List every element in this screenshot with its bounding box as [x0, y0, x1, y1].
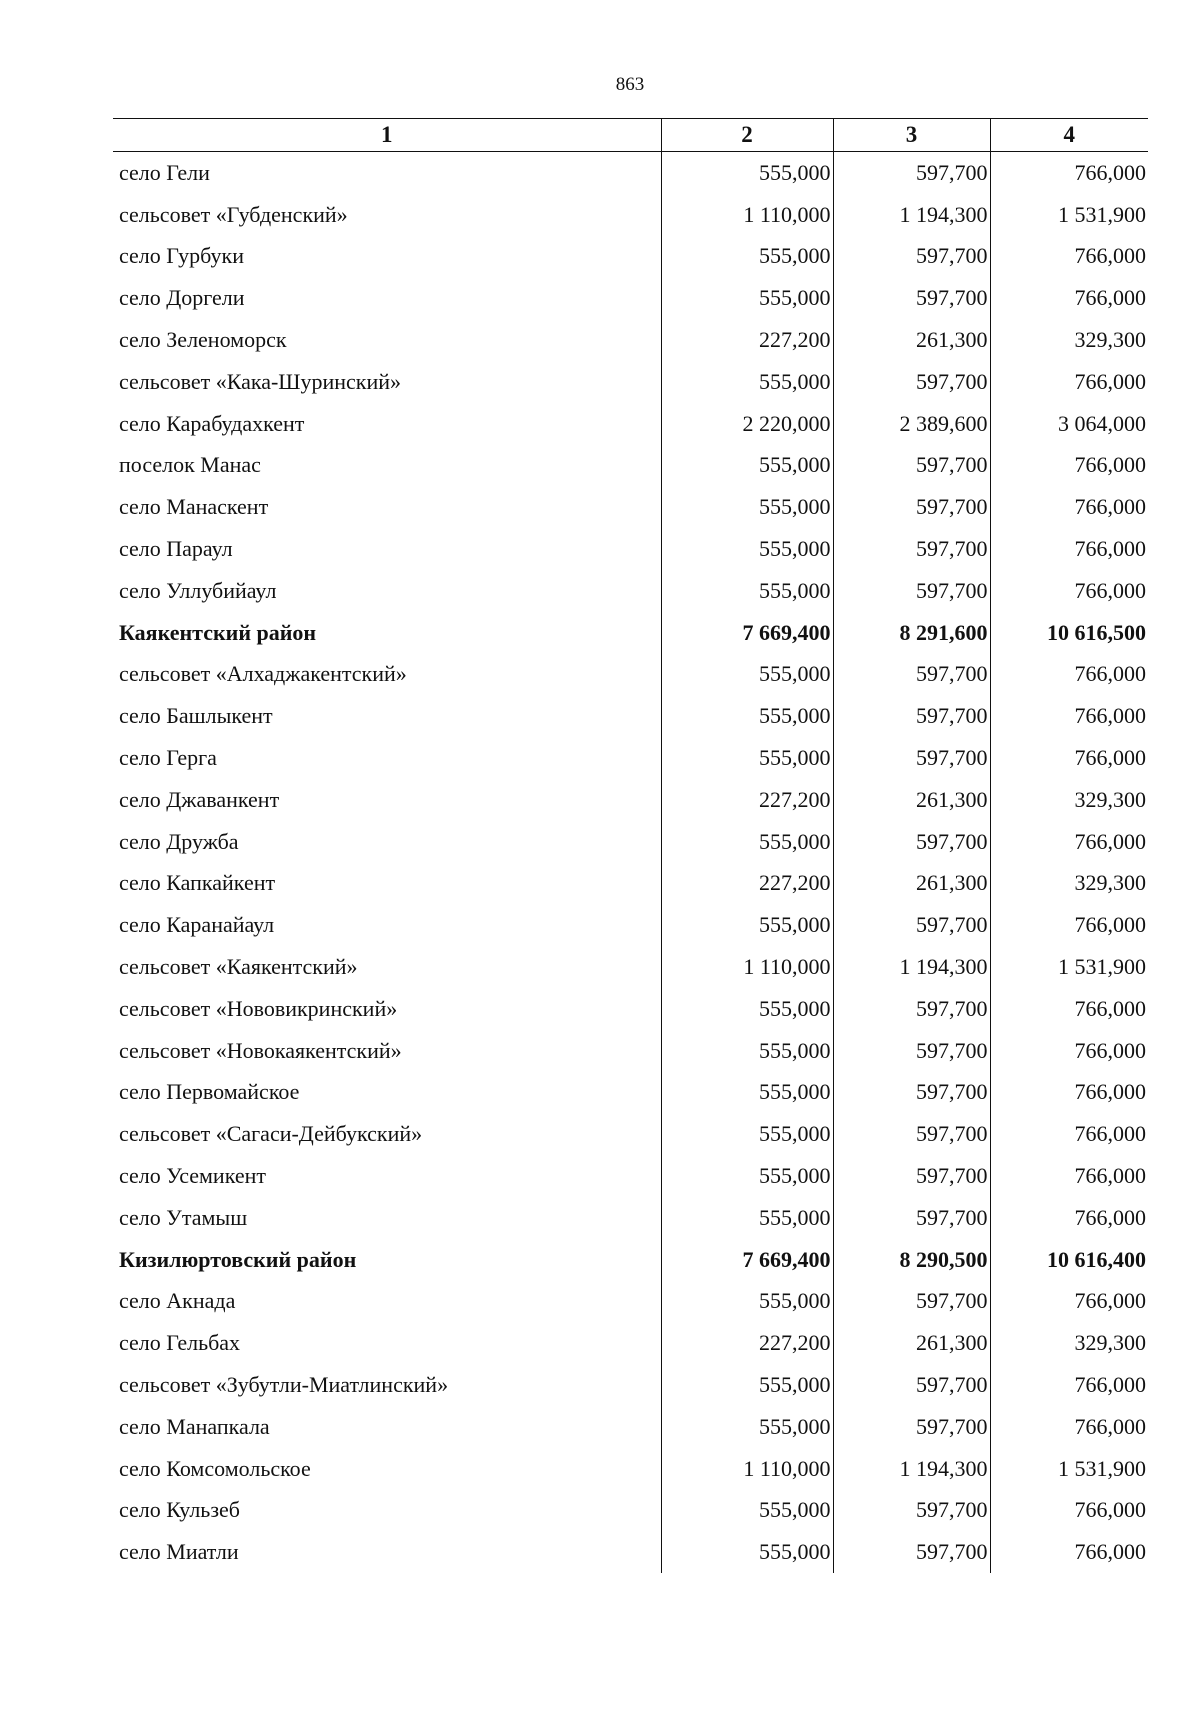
table-row: [113, 445, 1148, 487]
table-row: [113, 1322, 1148, 1364]
row-value-col3: 597,700: [833, 654, 990, 696]
row-name-cell: село Миатли: [119, 1539, 239, 1565]
row-value-col3: 597,700: [833, 1113, 990, 1155]
table-row: [113, 528, 1148, 570]
row-value-col4: 1 531,900: [990, 1448, 1148, 1490]
row-name-cell: село Джаванкент: [119, 786, 280, 812]
row-value-col3: 8 290,500: [833, 1239, 990, 1281]
row-value-col3: 597,700: [833, 236, 990, 278]
row-name-cell: село Манапкала: [119, 1413, 270, 1439]
row-value-col2: 227,200: [661, 1322, 833, 1364]
row-value-col4: 766,000: [990, 445, 1148, 487]
table-row: [113, 1281, 1148, 1323]
row-name-cell: сельсовет «Каякентский»: [119, 954, 358, 980]
row-value-col3: 261,300: [833, 863, 990, 905]
table-row: [113, 904, 1148, 946]
row-value-col2: 1 110,000: [661, 194, 833, 236]
row-name-cell: село Манаскент: [119, 494, 269, 520]
row-value-col3: 597,700: [833, 152, 990, 194]
row-value-col3: 597,700: [833, 1531, 990, 1573]
table-row: [113, 403, 1148, 445]
table-row: [113, 863, 1148, 905]
table-row: [113, 946, 1148, 988]
row-value-col4: 766,000: [990, 988, 1148, 1030]
row-value-col4: 766,000: [990, 528, 1148, 570]
row-value-col2: 555,000: [661, 1113, 833, 1155]
row-value-col2: 555,000: [661, 654, 833, 696]
table-row: [113, 1155, 1148, 1197]
table-row: [113, 1239, 1148, 1281]
table-row: [113, 361, 1148, 403]
row-value-col4: 766,000: [990, 1072, 1148, 1114]
row-value-col2: 555,000: [661, 1490, 833, 1532]
row-value-col4: 766,000: [990, 1406, 1148, 1448]
table-row: [113, 1448, 1148, 1490]
row-value-col3: 597,700: [833, 1197, 990, 1239]
row-name-cell: село Дружба: [119, 828, 239, 854]
row-value-col2: 555,000: [661, 528, 833, 570]
row-value-col2: 227,200: [661, 779, 833, 821]
row-name-cell: село Доргели: [119, 285, 245, 311]
row-value-col4: 766,000: [990, 236, 1148, 278]
row-name-cell: сельсовет «Губденский»: [119, 201, 348, 227]
row-name-cell: село Герга: [119, 745, 217, 771]
table-row: [113, 1197, 1148, 1239]
row-value-col2: 555,000: [661, 1406, 833, 1448]
row-name-cell: село Гели: [119, 159, 210, 185]
row-value-col4: 329,300: [990, 319, 1148, 361]
row-value-col2: 2 220,000: [661, 403, 833, 445]
table-row: [113, 486, 1148, 528]
row-value-col3: 597,700: [833, 445, 990, 487]
table-row: [113, 194, 1148, 236]
row-name-cell: село Первомайское: [119, 1079, 300, 1105]
row-value-col3: 597,700: [833, 1072, 990, 1114]
row-value-col3: 597,700: [833, 486, 990, 528]
row-value-col3: 597,700: [833, 737, 990, 779]
row-value-col3: 597,700: [833, 1155, 990, 1197]
row-value-col3: 597,700: [833, 277, 990, 319]
row-value-col3: 597,700: [833, 988, 990, 1030]
page-number: 863: [615, 74, 645, 95]
table-row: [113, 821, 1148, 863]
table-row: [113, 152, 1148, 194]
row-value-col4: 1 531,900: [990, 946, 1148, 988]
row-name-cell: село Утамыш: [119, 1204, 248, 1230]
table-row: [113, 1490, 1148, 1532]
row-value-col2: 555,000: [661, 695, 833, 737]
row-value-col4: 766,000: [990, 1155, 1148, 1197]
table-row: [113, 1406, 1148, 1448]
row-value-col4: 766,000: [990, 570, 1148, 612]
row-value-col4: 329,300: [990, 779, 1148, 821]
table-row: [113, 236, 1148, 278]
row-name-cell: село Карабудахкент: [119, 410, 305, 436]
row-name-cell: Кизилюртовский район: [119, 1246, 357, 1272]
row-value-col3: 261,300: [833, 319, 990, 361]
row-value-col4: 766,000: [990, 737, 1148, 779]
row-value-col2: 555,000: [661, 988, 833, 1030]
row-name-cell: село Параул: [119, 536, 233, 562]
column-header-2: 2: [661, 119, 833, 152]
row-value-col4: 1 531,900: [990, 194, 1148, 236]
row-name-cell: село Зеленоморск: [119, 327, 287, 353]
row-value-col4: 766,000: [990, 1030, 1148, 1072]
row-value-col4: 3 064,000: [990, 403, 1148, 445]
row-value-col2: 227,200: [661, 319, 833, 361]
table-row: [113, 612, 1148, 654]
row-name-cell: Каякентский район: [119, 619, 317, 645]
row-value-col4: 329,300: [990, 1322, 1148, 1364]
row-value-col2: 555,000: [661, 1197, 833, 1239]
row-name-cell: село Акнада: [119, 1288, 236, 1314]
table-row: [113, 319, 1148, 361]
row-value-col3: 2 389,600: [833, 403, 990, 445]
row-value-col3: 8 291,600: [833, 612, 990, 654]
row-value-col3: 597,700: [833, 570, 990, 612]
row-value-col3: 1 194,300: [833, 194, 990, 236]
row-value-col3: 1 194,300: [833, 1448, 990, 1490]
table-row: [113, 1113, 1148, 1155]
header-row: [113, 119, 1148, 152]
table-header: [113, 119, 1148, 152]
row-value-col4: 766,000: [990, 1113, 1148, 1155]
table-row: [113, 1531, 1148, 1573]
row-value-col4: 766,000: [990, 1364, 1148, 1406]
table-row: [113, 779, 1148, 821]
table-row: [113, 695, 1148, 737]
row-value-col3: 1 194,300: [833, 946, 990, 988]
row-value-col2: 555,000: [661, 361, 833, 403]
row-value-col4: 329,300: [990, 863, 1148, 905]
table-row: [113, 988, 1148, 1030]
row-value-col4: 766,000: [990, 1531, 1148, 1573]
row-name-cell: село Комсомольское: [119, 1455, 311, 1481]
row-value-col4: 766,000: [990, 277, 1148, 319]
table-body: [113, 152, 1148, 1574]
row-value-col4: 766,000: [990, 695, 1148, 737]
row-value-col2: 555,000: [661, 737, 833, 779]
row-name-cell: село Башлыкент: [119, 703, 273, 729]
row-value-col3: 597,700: [833, 1364, 990, 1406]
row-value-col4: 766,000: [990, 654, 1148, 696]
table-row: [113, 1072, 1148, 1114]
row-value-col4: 766,000: [990, 821, 1148, 863]
row-value-col4: 10 616,500: [990, 612, 1148, 654]
row-value-col3: 597,700: [833, 1030, 990, 1072]
column-header-1: 1: [113, 119, 661, 152]
table-row: [113, 1030, 1148, 1072]
row-value-col2: 555,000: [661, 570, 833, 612]
row-value-col2: 555,000: [661, 277, 833, 319]
row-value-col2: 555,000: [661, 1072, 833, 1114]
row-value-col2: 555,000: [661, 152, 833, 194]
row-value-col2: 555,000: [661, 904, 833, 946]
row-value-col2: 1 110,000: [661, 946, 833, 988]
row-value-col2: 555,000: [661, 1531, 833, 1573]
table-row: [113, 570, 1148, 612]
row-value-col2: 7 669,400: [661, 1239, 833, 1281]
row-value-col2: 555,000: [661, 236, 833, 278]
row-value-col2: 555,000: [661, 1364, 833, 1406]
row-value-col3: 597,700: [833, 1490, 990, 1532]
row-value-col3: 597,700: [833, 1281, 990, 1323]
row-name-cell: село Усемикент: [119, 1163, 266, 1189]
column-header-4: 4: [990, 119, 1148, 152]
row-name-cell: село Каранайаул: [119, 912, 275, 938]
column-header-3: 3: [833, 119, 990, 152]
row-name-cell: поселок Манас: [119, 452, 261, 478]
row-value-col3: 261,300: [833, 779, 990, 821]
row-value-col3: 597,700: [833, 695, 990, 737]
row-value-col3: 597,700: [833, 1406, 990, 1448]
row-value-col4: 766,000: [990, 361, 1148, 403]
row-name-cell: село Кульзеб: [119, 1497, 240, 1523]
row-name-cell: сельсовет «Нововикринский»: [119, 995, 398, 1021]
row-value-col4: 766,000: [990, 486, 1148, 528]
row-name-cell: село Уллубийаул: [119, 577, 277, 603]
row-value-col4: 10 616,400: [990, 1239, 1148, 1281]
row-value-col3: 597,700: [833, 528, 990, 570]
row-value-col3: 597,700: [833, 821, 990, 863]
row-value-col2: 555,000: [661, 486, 833, 528]
data-table: [113, 118, 1148, 1573]
row-value-col2: 555,000: [661, 445, 833, 487]
row-value-col2: 227,200: [661, 863, 833, 905]
row-name-cell: сельсовет «Зубутли-Миатлинский»: [119, 1372, 449, 1397]
row-value-col2: 555,000: [661, 1030, 833, 1072]
row-value-col4: 766,000: [990, 152, 1148, 194]
row-name-cell: сельсовет «Новокаякентский»: [119, 1037, 402, 1063]
row-value-col4: 766,000: [990, 1197, 1148, 1239]
row-value-col3: 597,700: [833, 361, 990, 403]
table-row: [113, 654, 1148, 696]
row-value-col4: 766,000: [990, 904, 1148, 946]
table-row: [113, 737, 1148, 779]
row-value-col2: 555,000: [661, 1155, 833, 1197]
row-value-col2: 555,000: [661, 1281, 833, 1323]
row-value-col4: 766,000: [990, 1490, 1148, 1532]
row-value-col2: 1 110,000: [661, 1448, 833, 1490]
row-name-cell: село Капкайкент: [119, 870, 276, 896]
row-value-col2: 7 669,400: [661, 612, 833, 654]
row-value-col4: 766,000: [990, 1281, 1148, 1323]
row-name-cell: сельсовет «Кака-Шуринский»: [119, 368, 402, 394]
row-name-cell: сельсовет «Сагаси-Дейбукский»: [119, 1121, 423, 1147]
table-row: [113, 277, 1148, 319]
row-value-col2: 555,000: [661, 821, 833, 863]
row-value-col3: 597,700: [833, 904, 990, 946]
row-name-cell: сельсовет «Алхаджакентский»: [119, 661, 407, 687]
row-name-cell: село Гурбуки: [119, 243, 244, 269]
table-row: [113, 1364, 1148, 1406]
row-name-cell: село Гельбах: [119, 1330, 241, 1356]
row-value-col3: 261,300: [833, 1322, 990, 1364]
